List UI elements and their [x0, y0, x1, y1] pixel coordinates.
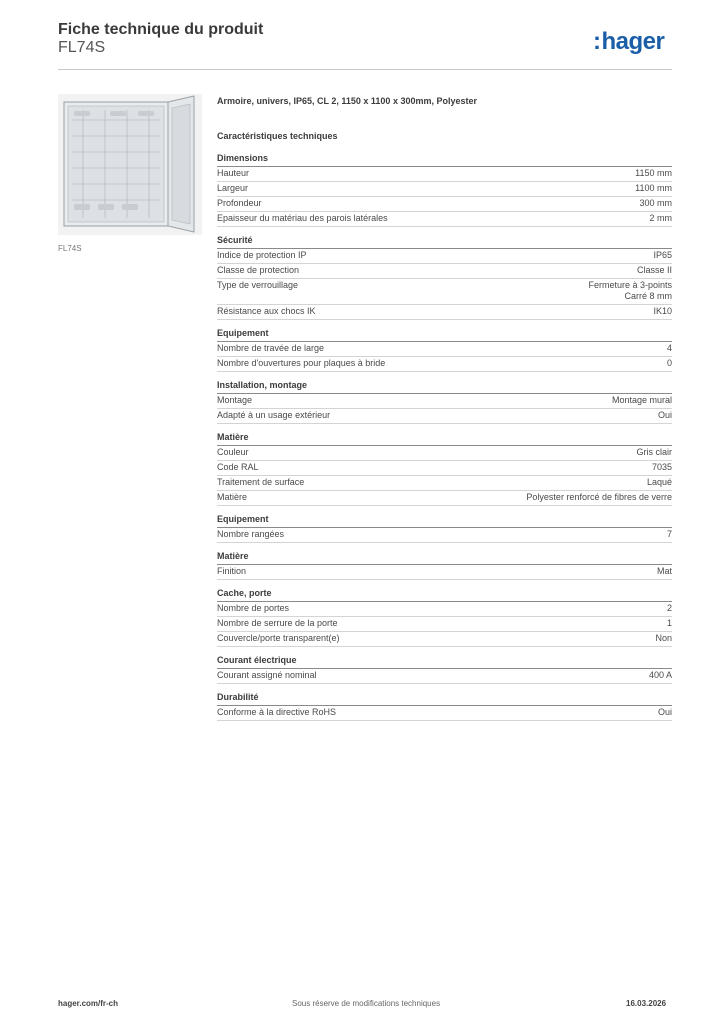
hager-logo[interactable]: :hager	[593, 28, 665, 55]
section-title: Equipement	[217, 514, 672, 528]
cabinet-illustration	[58, 94, 202, 235]
spec-value: Non	[655, 633, 672, 643]
spec-row	[217, 669, 672, 684]
spec-section	[217, 153, 672, 227]
spec-section	[217, 235, 672, 320]
section-title: Sécurité	[217, 235, 672, 249]
image-caption: FL74S	[58, 244, 82, 253]
spec-label: Type de verrouillage	[217, 280, 299, 290]
spec-row	[217, 602, 672, 617]
spec-label: Matière	[217, 492, 248, 502]
spec-value: Gris clair	[636, 447, 672, 457]
section-title: Dimensions	[217, 153, 672, 167]
spec-row	[217, 461, 672, 476]
spec-row	[217, 491, 672, 506]
spec-value: IK10	[653, 306, 672, 316]
spec-label: Nombre de serrure de la porte	[217, 618, 338, 628]
product-image	[58, 94, 202, 235]
spec-label: Profondeur	[217, 198, 262, 208]
section-title: Courant électrique	[217, 655, 672, 669]
spec-value: 1150 mm	[635, 168, 672, 178]
product-description: Armoire, univers, IP65, CL 2, 1150 x 1100 x 300mm, Polyester	[217, 96, 477, 106]
section-title: Matière	[217, 432, 672, 446]
spec-section	[217, 514, 672, 543]
spec-value: 7035	[651, 462, 672, 472]
spec-label: Couvercle/porte transparent(e)	[217, 633, 340, 643]
spec-section	[217, 692, 672, 721]
spec-section	[217, 551, 672, 580]
spec-value: Laqué	[646, 477, 672, 487]
spec-row	[217, 212, 672, 227]
spec-value: 2 mm	[649, 213, 672, 223]
spec-row	[217, 528, 672, 543]
spec-value: Mat	[656, 566, 672, 576]
spec-row	[217, 446, 672, 461]
spec-label: Indice de protection IP	[217, 250, 307, 260]
spec-row	[217, 394, 672, 409]
spec-value: 7	[666, 529, 672, 539]
spec-value: Montage mural	[611, 395, 672, 405]
spec-sections	[217, 153, 672, 721]
spec-row	[217, 565, 672, 580]
product-code: FL74S	[58, 39, 106, 56]
spec-label: Courant assigné nominal	[217, 670, 317, 680]
section-title: Equipement	[217, 328, 672, 342]
spec-value: Polyester renforcé de fibres de verre	[526, 492, 672, 502]
spec-row	[217, 342, 672, 357]
spec-value: Oui	[657, 410, 672, 420]
spec-section	[217, 655, 672, 684]
section-title: Matière	[217, 551, 672, 565]
spec-label: Conforme à la directive RoHS	[217, 707, 337, 717]
spec-label: Largeur	[217, 183, 249, 193]
footer-date: 16.03.2026	[626, 999, 667, 1008]
spec-row	[217, 632, 672, 647]
spec-row	[217, 305, 672, 320]
section-title: Installation, montage	[217, 380, 672, 394]
spec-row	[217, 357, 672, 372]
spec-label: Adapté à un usage extérieur	[217, 410, 331, 420]
page-title: Fiche technique du produit	[58, 21, 264, 38]
spec-label: Nombre d'ouvertures pour plaques à bride	[217, 358, 386, 368]
spec-row	[217, 264, 672, 279]
spec-row	[217, 617, 672, 632]
footer-disclaimer: Sous réserve de modifications techniques	[292, 999, 441, 1008]
spec-value: 2	[666, 603, 672, 613]
spec-value: Classe II	[636, 265, 672, 275]
spec-value: 1100 mm	[635, 183, 672, 193]
section-title: Cache, porte	[217, 588, 672, 602]
spec-label: Code RAL	[217, 462, 259, 472]
section-title: Durabilité	[217, 692, 672, 706]
spec-section	[217, 432, 672, 506]
spec-section	[217, 328, 672, 372]
spec-value: Oui	[657, 707, 672, 717]
header-divider	[58, 69, 672, 70]
spec-label: Epaisseur du matériau des parois latérales	[217, 213, 388, 223]
spec-row	[217, 249, 672, 264]
spec-row	[217, 476, 672, 491]
spec-label: Montage	[217, 395, 253, 405]
spec-label: Nombre rangées	[217, 529, 285, 539]
spec-value: 0	[666, 358, 672, 368]
spec-row	[217, 182, 672, 197]
spec-row	[217, 167, 672, 182]
logo-text: hager	[601, 28, 665, 55]
spec-value: 400 A	[648, 670, 672, 680]
spec-label: Traitement de surface	[217, 477, 305, 487]
spec-row	[217, 279, 672, 305]
spec-value: IP65	[653, 250, 672, 260]
footer-website-link[interactable]: hager.com/fr-ch	[58, 999, 119, 1008]
spec-value: 300 mm	[639, 198, 672, 208]
spec-value: Fermeture à 3-points Carré 8 mm	[588, 280, 672, 301]
spec-row	[217, 197, 672, 212]
spec-content	[217, 96, 672, 729]
spec-label: Classe de protection	[217, 265, 300, 275]
spec-label: Hauteur	[217, 168, 250, 178]
spec-value: 4	[666, 343, 672, 353]
spec-label: Nombre de travée de large	[217, 343, 325, 353]
characteristics-heading: Caractéristiques techniques	[217, 131, 338, 141]
spec-label: Couleur	[217, 447, 249, 457]
spec-row	[217, 409, 672, 424]
spec-row	[217, 706, 672, 721]
spec-section	[217, 380, 672, 424]
spec-label: Résistance aux chocs IK	[217, 306, 316, 316]
spec-section	[217, 588, 672, 647]
spec-value: 1	[666, 618, 672, 628]
spec-label: Finition	[217, 566, 247, 576]
spec-label: Nombre de portes	[217, 603, 290, 613]
